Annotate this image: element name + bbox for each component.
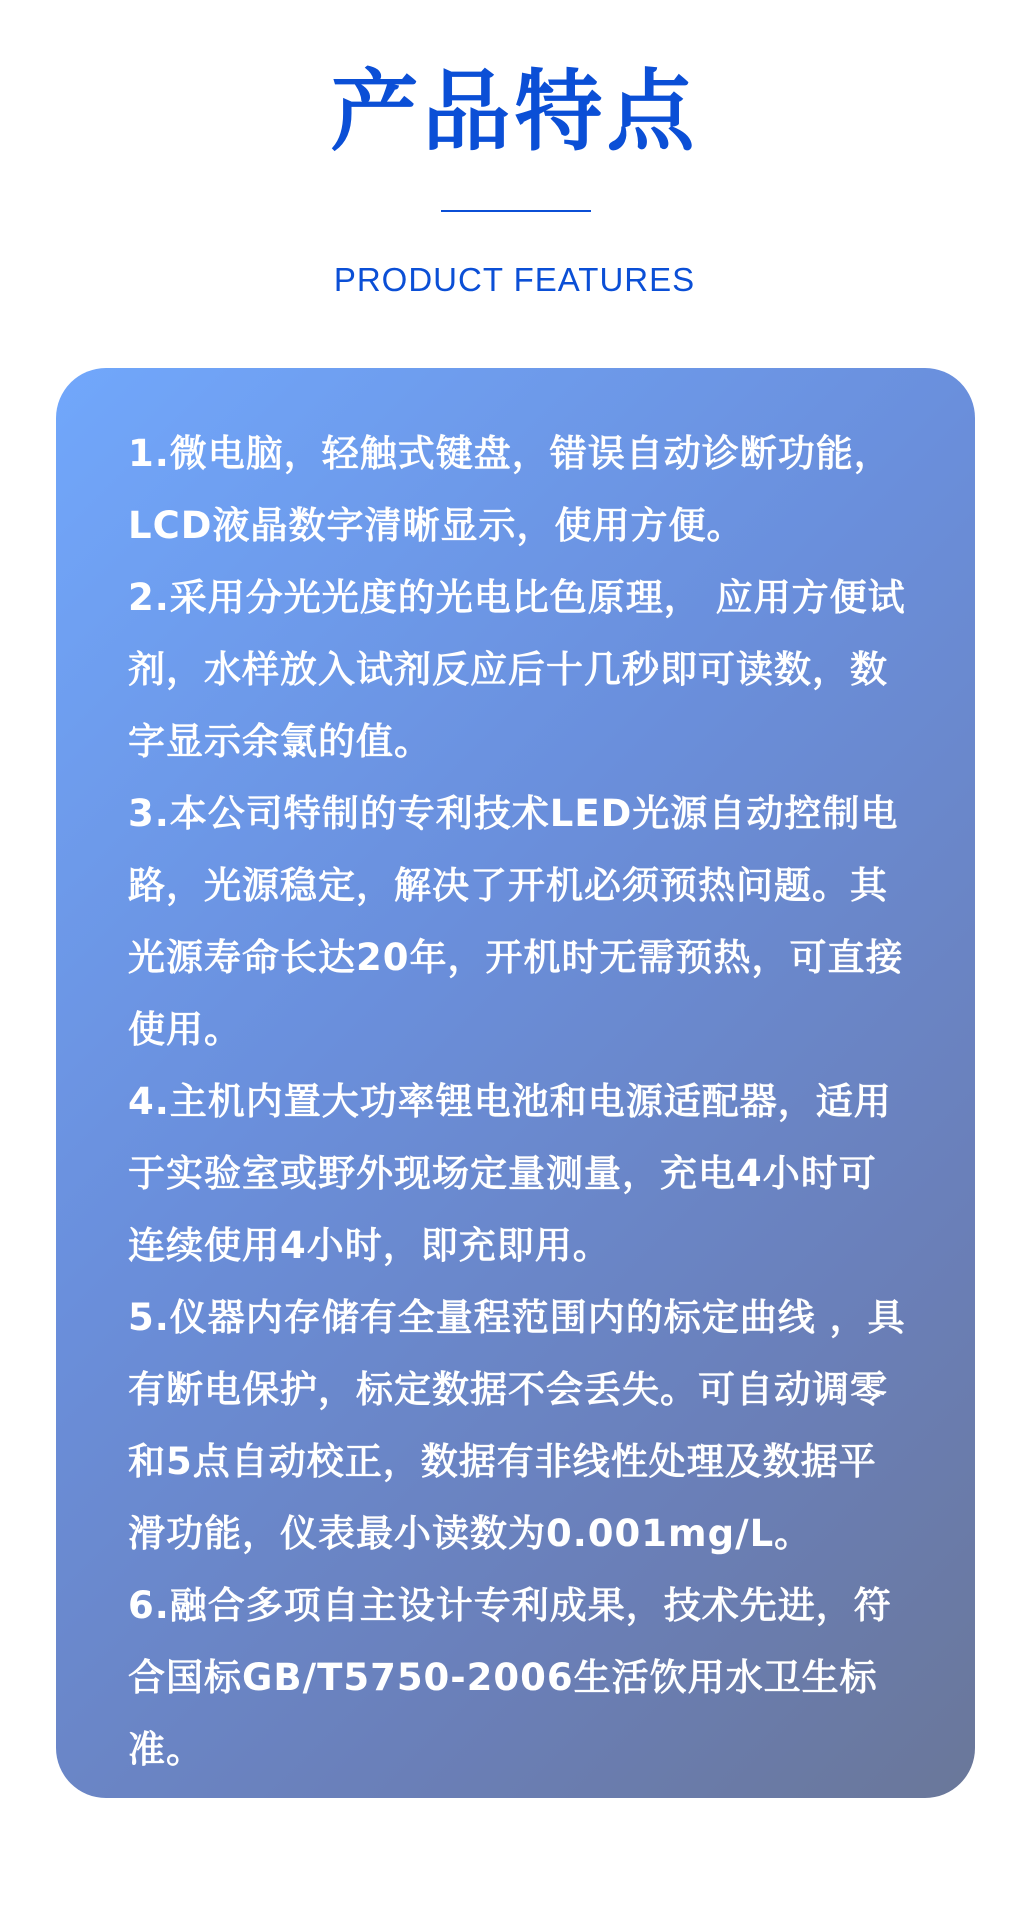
feature-item-2: 2.采用分光光度的光电比色原理， 应用方便试剂，水样放入试剂反应后十几秒即可读数，数字显示余氯的值。 (128, 576, 906, 763)
feature-card (56, 368, 975, 1798)
feature-item-1: 1.微电脑，轻触式键盘，错误自动诊断功能，LCD液晶数字清晰显示，使用方便。 (128, 432, 892, 547)
page-subtitle: PRODUCT FEATURES (333, 261, 696, 298)
title-divider (441, 210, 591, 212)
feature-item-5: 5.仪器内存储有全量程范围内的标定曲线 ，具有断电保护，标定数据不会丢失。可自动调零和5点自动校正，数据有非线性处理及数据平滑功能，仪表最小读数为0.001mg/L。 (128, 1296, 906, 1555)
feature-item-6: 6.融合多项自主设计专利成果，技术先进，符合国标GB/T5750-2006生活饮用水卫生标准。 (128, 1584, 892, 1771)
feature-item-3: 3.本公司特制的专利技术LED光源自动控制电路，光源稳定，解决了开机必须预热问题。其光源寿命长达20年，开机时无需预热，可直接使用。 (128, 792, 904, 1051)
page-title: 产品特点 (330, 60, 699, 163)
feature-item-4: 4.主机内置大功率锂电池和电源适配器，适用于实验室或野外现场定量测量，充电4小时可连续使用4小时，即充即用。 (128, 1080, 892, 1267)
